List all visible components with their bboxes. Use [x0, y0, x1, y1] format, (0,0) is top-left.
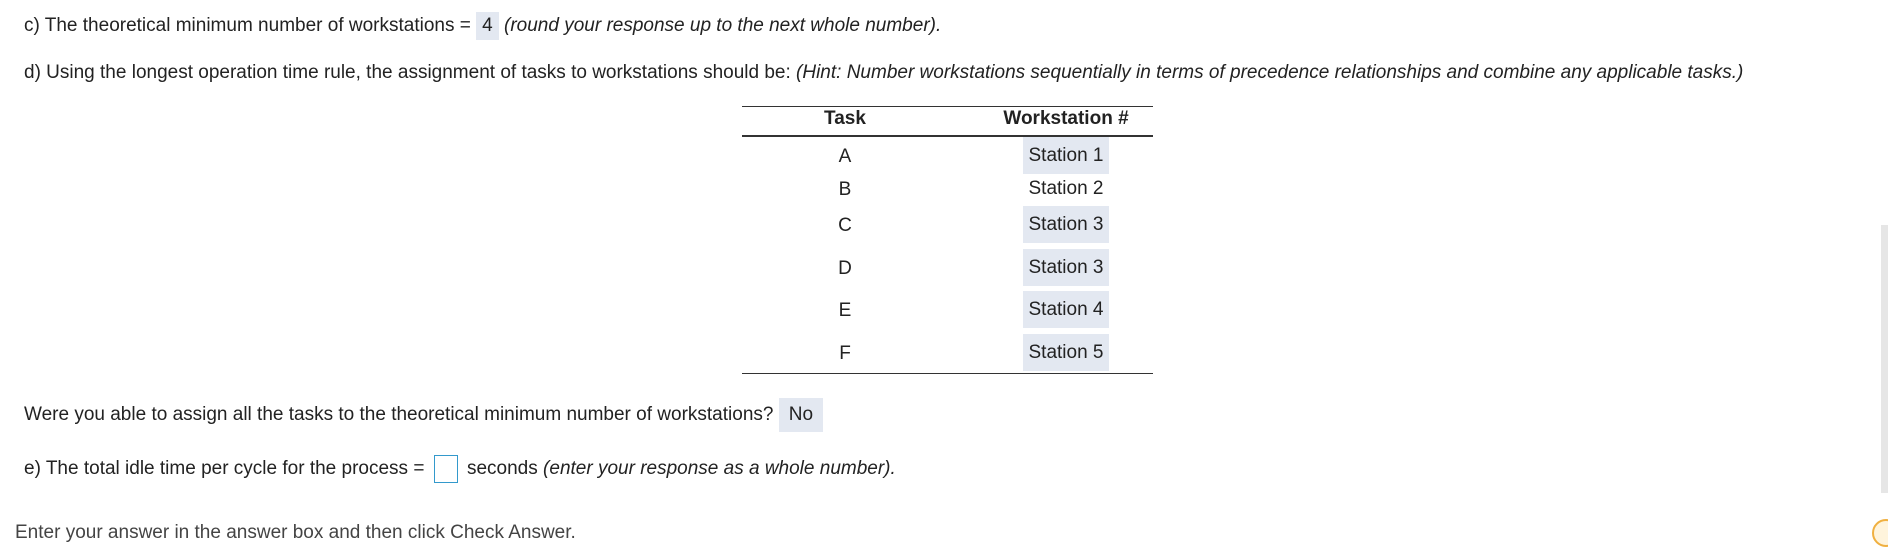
header-task: Task	[824, 108, 866, 129]
table-bottom-rule	[742, 373, 1153, 374]
min-question-text: Were you able to assign all the tasks to the theoretical minimum number of workstations?	[24, 404, 774, 425]
workstation-cell[interactable]	[1006, 137, 1126, 174]
workstation-answer-box[interactable]: Station 3	[1023, 249, 1109, 286]
workstation-cell[interactable]	[1006, 206, 1126, 243]
min-workstations-question	[24, 398, 823, 432]
part-c-answer-box[interactable]: 4	[476, 12, 499, 40]
task-cell: F	[839, 343, 851, 364]
workstation-cell[interactable]	[1006, 291, 1126, 328]
task-cell: E	[838, 300, 852, 321]
task-cell: B	[838, 179, 852, 200]
part-e-suffix: (enter your response as a whole number).	[543, 458, 896, 480]
part-d-line	[24, 62, 1743, 84]
task-cell: D	[838, 258, 852, 279]
workstation-cell[interactable]	[1006, 334, 1126, 371]
part-e-unit: seconds	[466, 458, 538, 480]
vertical-scrollbar[interactable]	[1881, 0, 1888, 546]
part-d-prefix: d) Using the longest operation time rule, the assignment of tasks to workstations should be:	[24, 62, 791, 83]
help-icon[interactable]	[1872, 519, 1888, 547]
workstation-answer-box[interactable]: Station 3	[1023, 206, 1109, 243]
part-e-line	[24, 455, 896, 483]
workstation-cell[interactable]	[1006, 249, 1126, 286]
part-c-prefix: c) The theoretical minimum number of workstations =	[24, 15, 471, 36]
part-d-hint: (Hint: Number workstations sequentially in terms of precedence relationships and combine any applicable tasks.)	[796, 62, 1744, 83]
workstation-cell[interactable]	[1006, 170, 1126, 207]
part-c-line	[24, 12, 941, 40]
scrollbar-thumb[interactable]	[1881, 225, 1888, 493]
part-c-suffix: (round your response up to the next whole number).	[504, 15, 942, 36]
min-question-answer-box[interactable]: No	[779, 398, 823, 432]
workstation-answer-box[interactable]: Station 1	[1023, 137, 1109, 174]
task-cell: C	[838, 215, 852, 236]
workstation-answer-box[interactable]: Station 2	[1028, 178, 1104, 199]
table-top-rule	[742, 106, 1153, 107]
header-workstation: Workstation #	[1003, 108, 1129, 129]
task-cell: A	[838, 146, 852, 167]
idle-time-input[interactable]	[434, 455, 458, 483]
workstation-answer-box[interactable]: Station 5	[1023, 334, 1109, 371]
footer-instruction: Enter your answer in the answer box and then click Check Answer.	[15, 522, 576, 543]
workstation-answer-box[interactable]: Station 4	[1023, 291, 1109, 328]
part-e-prefix: e) The total idle time per cycle for the process =	[24, 458, 425, 480]
